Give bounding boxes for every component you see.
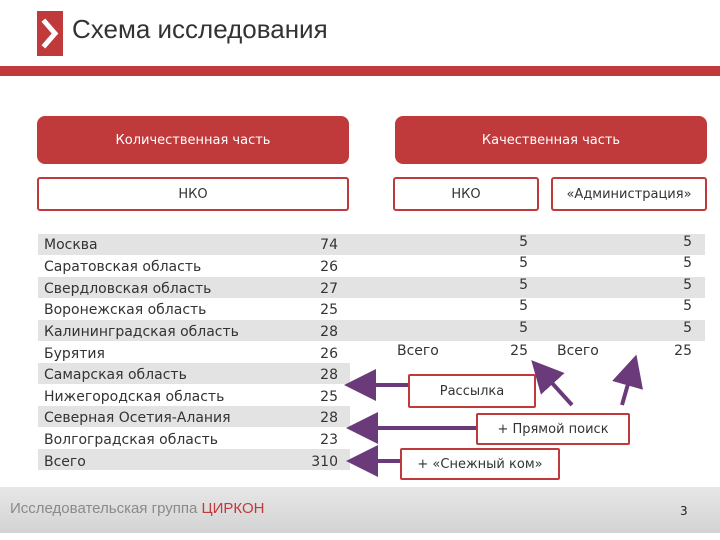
snowball-box: + «Снежный ком»: [400, 448, 560, 480]
region-name: Волгоградская область: [44, 431, 218, 448]
nko-value: 5: [519, 277, 528, 293]
admin-value: 5: [683, 320, 692, 336]
direct-to-admin-arrow: [622, 370, 632, 405]
admin-value: 5: [683, 234, 692, 250]
page-number: 3: [680, 504, 688, 518]
admin-value: 5: [683, 255, 692, 271]
region-name: Свердловская область: [44, 280, 212, 297]
admin-value: 5: [683, 277, 692, 293]
region-name: Воронежская область: [44, 301, 207, 318]
region-name: Нижегородская область: [44, 388, 225, 405]
footer-prefix: Исследовательская группа: [10, 500, 202, 517]
region-count: 23: [320, 431, 338, 448]
admin-total: 25: [674, 343, 692, 359]
region-name: Саратовская область: [44, 258, 202, 275]
region-count: 28: [320, 409, 338, 426]
quant-nko-box: НКО: [37, 177, 349, 211]
region-name: Самарская область: [44, 366, 187, 383]
region-count: 74: [320, 236, 338, 253]
region-name: Северная Осетия-Алания: [44, 409, 231, 426]
mailing-box: Рассылка: [408, 374, 536, 408]
total-label: Всего: [44, 453, 86, 470]
region-count: 28: [320, 366, 338, 383]
nko-total-label: Всего: [397, 343, 439, 359]
region-name: Москва: [44, 236, 98, 253]
region-name: Бурятия: [44, 345, 105, 362]
footer-brand-text: [10, 500, 264, 517]
nko-value: 5: [519, 298, 528, 314]
nko-total: 25: [510, 343, 528, 359]
region-count: 27: [320, 280, 338, 297]
admin-value: 5: [683, 298, 692, 314]
region-count: 28: [320, 323, 338, 340]
nko-value: 5: [519, 234, 528, 250]
total-count: 310: [311, 453, 338, 470]
region-count: 25: [320, 301, 338, 318]
direct-to-nko-arrow: [542, 372, 572, 405]
page-title: Схема исследования: [72, 14, 328, 44]
qualitative-part-box: Качественная часть: [395, 116, 707, 164]
direct-search-box: + Прямой поиск: [476, 413, 630, 445]
qual-nko-box: НКО: [393, 177, 539, 211]
nko-value: 5: [519, 320, 528, 336]
nko-value: 5: [519, 255, 528, 271]
region-count: 25: [320, 388, 338, 405]
region-count: 26: [320, 345, 338, 362]
quantitative-part-box: Количественная часть: [37, 116, 349, 164]
footer-brand: ЦИРКОН: [201, 500, 265, 517]
admin-total-label: Всего: [557, 343, 599, 359]
region-name: Калининградская область: [44, 323, 239, 340]
region-count: 26: [320, 258, 338, 275]
qual-admin-box: «Администрация»: [551, 177, 707, 211]
